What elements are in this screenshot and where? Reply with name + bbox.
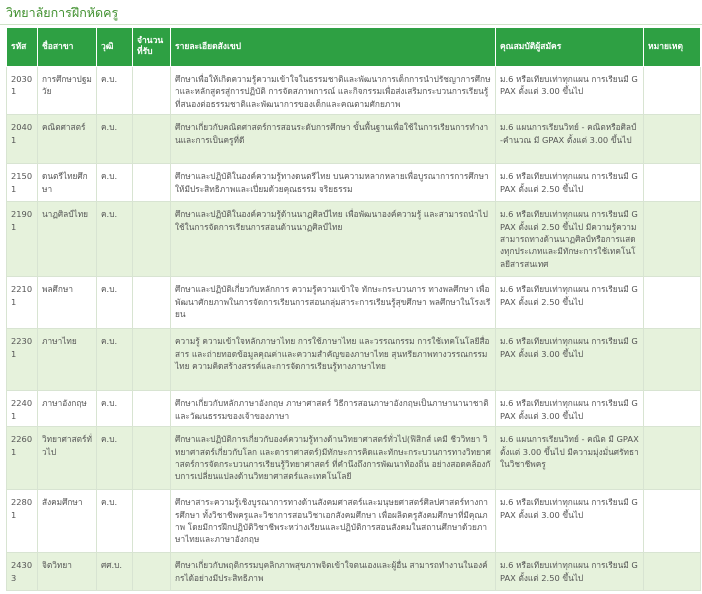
table-row [7,277,701,329]
table-row [7,202,701,277]
cell-code: 20301 [7,67,38,115]
cell-code: 22801 [7,490,38,553]
cell-degree: ค.บ. [97,164,133,202]
cell-quota [133,164,171,202]
table-row [7,391,701,427]
cell-qualification: ม.6 หรือเทียบเท่าทุกแผน การเรียนมี GPAX ตั้งแต่ 2.50 ขึ้นไป [496,277,644,329]
cell-qualification: ม.6 หรือเทียบเท่าทุกแผน การเรียนมี GPAX ตั้งแต่ 2.50 ขึ้นไป [496,164,644,202]
page-title: วิทยาลัยการฝึกหัดครู [6,5,119,20]
header-code: รหัส [7,28,38,67]
header-note: หมายเหตุ [644,28,701,67]
cell-name: วิทยาศาสตร์ทั่วไป [38,427,97,490]
cell-degree: ค.บ. [97,115,133,164]
cell-qualification: ม.6 หรือเทียบเท่าทุกแผน การเรียนมี GPAX ตั้งแต่ 3.00 ขึ้นไป [496,490,644,553]
cell-detail: ศึกษาและปฏิบัติในองค์ความรู้ทางดนตรีไทย บนความหลากหลายเพื่อบูรณาการการศึกษาให้มีประสิทธิภาพและเปี่ยมด้วยคุณธรรม จริยธรรม [171,164,496,202]
table-row [7,553,701,591]
cell-name: นาฏศิลป์ไทย [38,202,97,277]
cell-name: ภาษาอังกฤษ [38,391,97,427]
cell-code: 21901 [7,202,38,277]
cell-quota [133,427,171,490]
cell-detail: ศึกษาและปฏิบัติการเกี่ยวกับองค์ความรู้ทางด้านวิทยาศาสตร์ทั่วไป(ฟิสิกส์ เคมี ชีววิทยา วิทยาศาสตร์เกี่ยวกับโลก และดาราศาสตร์)มีทักษะการคิดและทักษะกระบวนการทางวิทยาศาสตร์การจัดกระบวนการเรียนรู้วิทยาศาสตร์ ที่คำนึงถึงการพัฒนาท้องถิ่น อย่างสอดคล้องกับการเปลี่ยนแปลงด้านวิทยาศาสตร์และเทคโนโลยี [171,427,496,490]
cell-note [644,202,701,277]
cell-qualification: ม.6 หรือเทียบเท่าทุกแผน การเรียนมี GPAX ตั้งแต่ 2.50 ขึ้นไป มีความรู้ความสามารถทางด้านนาฏศิลป์หรือการแสดงทุกประเภทและมีทักษะการใช้เทคโนโลยีสารสนเทศ [496,202,644,277]
cell-name: คณิตศาสตร์ [38,115,97,164]
cell-quota [133,490,171,553]
cell-qualification: ม.6 หรือเทียบเท่าทุกแผน การเรียนมี GPAX ตั้งแต่ 3.00 ขึ้นไป [496,329,644,391]
cell-qualification: ม.6 แผนการเรียนวิทย์ - คณิต มี GPAX ตั้งแต่ 3.00 ขึ้นไป มีความมุ่งมั่นศรัทธาในวิชาชีพครู [496,427,644,490]
cell-name: ภาษาไทย [38,329,97,391]
cell-detail: ศึกษาสาระความรู้เชิงบูรณาการทางด้านสังคมศาสตร์และมนุษยศาสตร์ศิลปศาสตร์ทางการศึกษา ทั้งวิชาชีพครูและวิชาการสอนวิชาเอกสังคมศึกษา เพื่อผลิตครูสังคมศึกษาที่มีคุณภาพ โดยมีการฝึกปฏิบัติวิชาชีพระหว่างเรียนและปฏิบัติการสอนสังคมในสถานศึกษาด้วยภาษาไทยและภาษาอังกฤษ [171,490,496,553]
title-divider [0,24,702,25]
cell-detail: ศึกษาเกี่ยวกับหลักภาษาอังกฤษ ภาษาศาสตร์ วิธีการสอนภาษาอังกฤษเป็นภาษานานาชาติ และวัฒนธรรมของเจ้าของภาษา [171,391,496,427]
table-row [7,67,701,115]
cell-detail: ศึกษาเกี่ยวกับคณิตศาสตร์การสอนระดับการศึกษา ขั้นพื้นฐานเพื่อใช้ในการเรียนการทำงานและการเป็นครูที่ดี [171,115,496,164]
cell-detail: ศึกษาเกี่ยวกับพฤติกรรมบุคลิกภาพสุขภาพจิตเข้าใจตนเองและผู้อื่น สามารถทำงานในองค์กรได้อย่างมีประสิทธิภาพ [171,553,496,591]
cell-name: พลศึกษา [38,277,97,329]
cell-name: จิตวิทยา [38,553,97,591]
cell-degree: ค.บ. [97,277,133,329]
cell-quota [133,553,171,591]
cell-detail: ศึกษาและปฏิบัติเกี่ยวกับหลักการ ความรู้ความเข้าใจ ทักษะกระบวนการ ทางพลศึกษา เพื่อพัฒนาศักยภาพในการจัดการเรียนการสอนกลุ่มสาระการเรียนรู้สุขศึกษา พลศึกษาในโรงเรียน [171,277,496,329]
cell-quota [133,277,171,329]
cell-code: 22101 [7,277,38,329]
cell-code: 21501 [7,164,38,202]
header-name: ชื่อสาขา [38,28,97,67]
header-detail: รายละเอียดสังเขป [171,28,496,67]
cell-degree: ค.บ. [97,427,133,490]
cell-name: การศึกษาปฐมวัย [38,67,97,115]
header-quota: จำนวนที่รับ [133,28,171,67]
cell-degree: ค.บ. [97,490,133,553]
cell-qualification: ม.6 แผนการเรียนวิทย์ - คณิตหรือศิลป์-คำนวณ มี GPAX ตั้งแต่ 3.00 ขึ้นไป [496,115,644,164]
cell-code: 22401 [7,391,38,427]
cell-qualification: ม.6 หรือเทียบเท่าทุกแผน การเรียนมี GPAX ตั้งแต่ 3.00 ขึ้นไป [496,67,644,115]
cell-code: 22301 [7,329,38,391]
cell-note [644,329,701,391]
table-row [7,164,701,202]
cell-note [644,427,701,490]
program-table [6,27,701,591]
cell-detail: ความรู้ ความเข้าใจหลักภาษาไทย การใช้ภาษาไทย และวรรณกรรม การใช้เทคโนโลยีสื่อสาร และถ่ายทอดข้อมูลคุณค่าและความสำคัญของภาษาไทย สุนทรียภาพทางวรรณกรรมไทย ความคิดสร้างสรรค์และการจัดการเรียนรู้ทางภาษาไทย [171,329,496,391]
table-row [7,329,701,391]
header-qualification: คุณสมบัติผู้สมัคร [496,28,644,67]
cell-quota [133,329,171,391]
cell-quota [133,391,171,427]
cell-detail: ศึกษาเพื่อให้เกิดความรู้ความเข้าใจในธรรมชาติและพัฒนาการเด็กการนำปรัชญาการศึกษาและหลักสูตรสู่การปฏิบัติ การจัดสภาพการณ์ และกิจกรรมเพื่อส่งเสริมกระบวนการเรียนรู้ที่สนองต่อธรรมชาติและพัฒนาการของเด็กและคณตามศักยภาพ [171,67,496,115]
cell-quota [133,202,171,277]
cell-detail: ศึกษาและปฏิบัติในองค์ความรู้ด้านนาฏศิลป์ไทย เพื่อพัฒนาองค์ความรู้ และสามารถนำไปใช้ในการจัดการเรียนการสอนด้านนาฏศิลป์ไทย [171,202,496,277]
cell-code: 24303 [7,553,38,591]
cell-name: สังคมศึกษา [38,490,97,553]
cell-degree: ศศ.บ. [97,553,133,591]
cell-note [644,67,701,115]
table-row [7,490,701,553]
cell-name: ดนตรีไทยศึกษา [38,164,97,202]
cell-degree: ค.บ. [97,202,133,277]
table-row [7,115,701,164]
cell-degree: ค.บ. [97,391,133,427]
cell-quota [133,115,171,164]
table-row [7,427,701,490]
cell-code: 20401 [7,115,38,164]
header-degree: วุฒิ [97,28,133,67]
cell-degree: ค.บ. [97,329,133,391]
cell-note [644,277,701,329]
cell-qualification: ม.6 หรือเทียบเท่าทุกแผน การเรียนมี GPAX ตั้งแต่ 3.00 ขึ้นไป [496,391,644,427]
cell-qualification: ม.6 หรือเทียบเท่าทุกแผน การเรียนมี GPAX ตั้งแต่ 2.50 ขึ้นไป [496,553,644,591]
cell-quota [133,67,171,115]
cell-degree: ค.บ. [97,67,133,115]
cell-note [644,164,701,202]
cell-code: 22601 [7,427,38,490]
cell-note [644,391,701,427]
table-header-row [7,28,701,67]
cell-note [644,490,701,553]
cell-note [644,115,701,164]
cell-note [644,553,701,591]
